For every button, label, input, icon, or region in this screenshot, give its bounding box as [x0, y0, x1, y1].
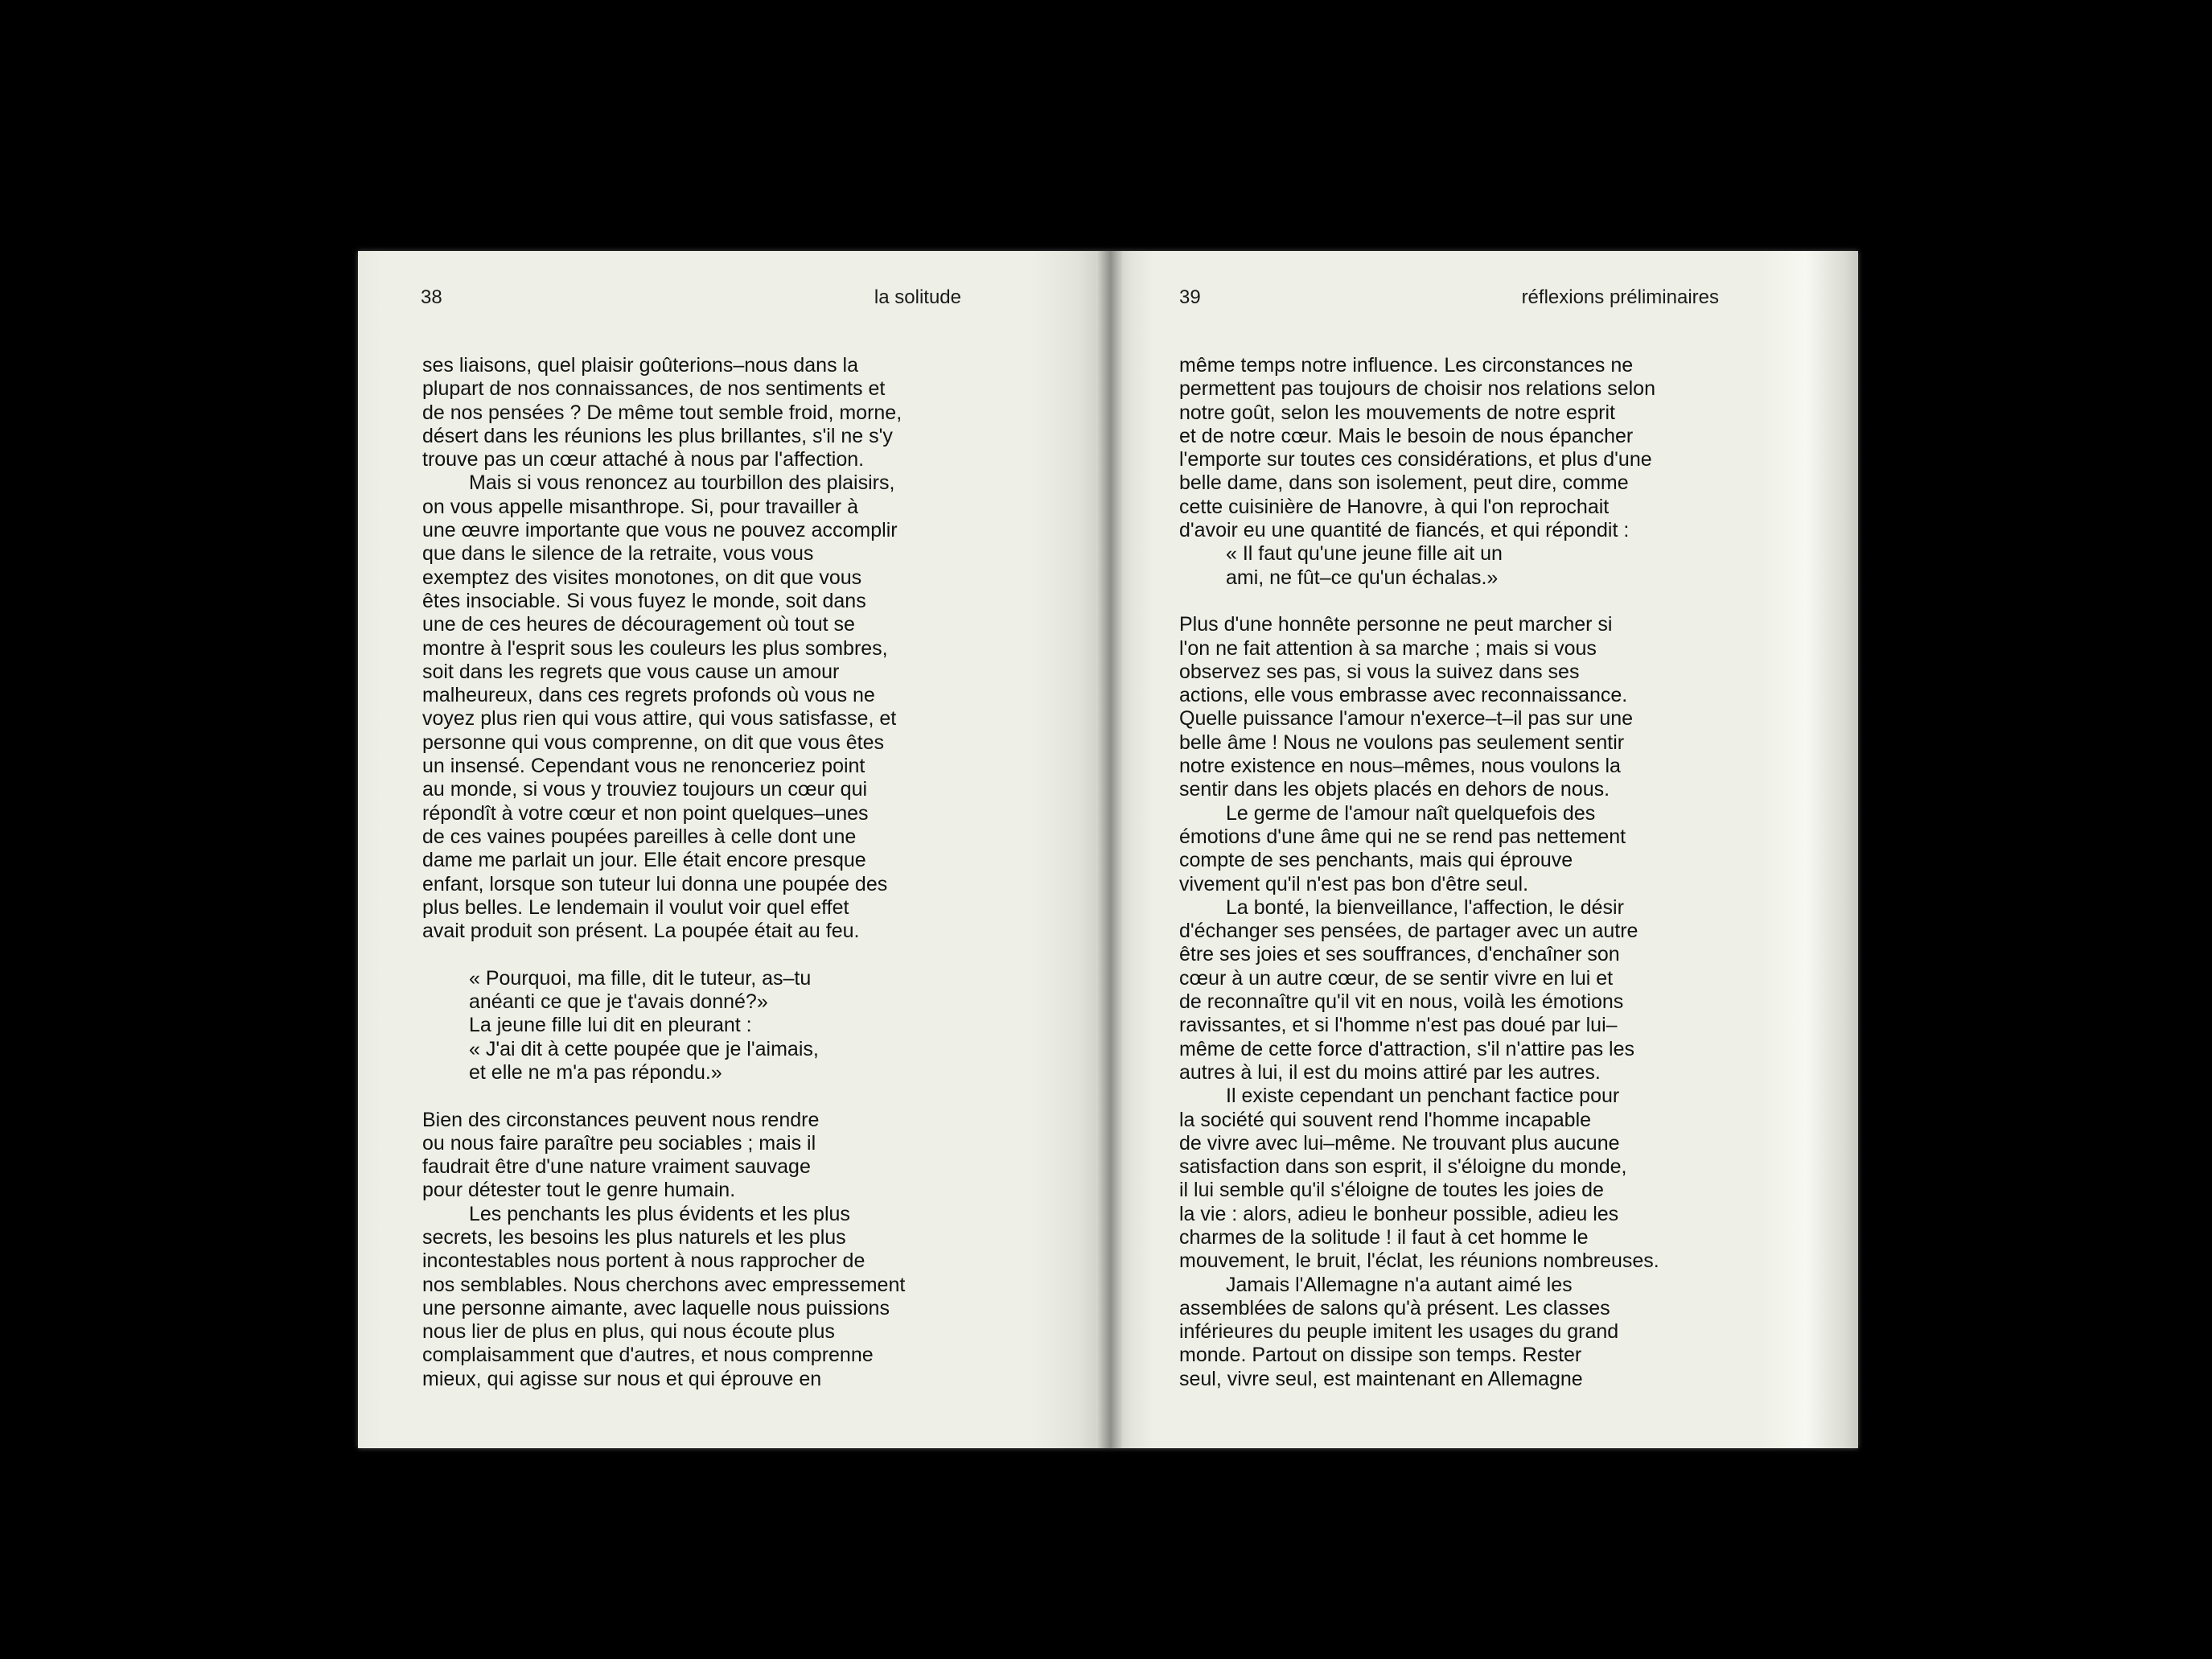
quote-line: et elle ne m'a pas répondu.» [469, 1060, 722, 1084]
text-line: ou nous faire paraître peu sociables ; mais il [422, 1131, 816, 1155]
text-line: voyez plus rien qui vous attire, qui vous satisfasse, et [422, 707, 897, 731]
text-line: nos semblables. Nous cherchons avec empressement [422, 1273, 906, 1296]
text-line: une de ces heures de découragement où tout se [422, 613, 855, 636]
text-line: seul, vivre seul, est maintenant en Allemagne [1179, 1367, 1583, 1390]
text-line: un insensé. Cependant vous ne renonceriez point [422, 755, 865, 778]
text-line: l'on ne fait attention à sa marche ; mais si vous [1179, 636, 1597, 660]
text-line: actions, elle vous embrasse avec reconnaissance. [1179, 684, 1628, 707]
text-line: soit dans les regrets que vous cause un amour [422, 660, 840, 683]
text-line: que dans le silence de la retraite, vous vous [422, 542, 814, 566]
text-line: être ses joies et ses souffrances, d'enchaîner son [1179, 943, 1620, 966]
text-line: observez ses pas, si vous la suivez dans ses [1179, 660, 1580, 683]
right-page-body [1179, 354, 1659, 1391]
text-line: désert dans les réunions les plus brillantes, s'il ne s'y [422, 424, 893, 447]
text-line: secrets, les besoins les plus naturels et les plus [422, 1225, 846, 1249]
text-line: sentir dans les objets placés en dehors de nous. [1179, 778, 1610, 801]
text-line: même de cette force d'attraction, s'il n'attire pas les [1179, 1037, 1634, 1060]
text-line: de reconnaître qu'il vit en nous, voilà les émotions [1179, 990, 1624, 1014]
running-head: la solitude [874, 286, 961, 308]
text-line: d'avoir eu une quantité de fiancés, et qui répondit : [1179, 519, 1630, 542]
text-line: êtes insociable. Si vous fuyez le monde, soit dans [422, 589, 866, 612]
text-line: permettent pas toujours de choisir nos relations selon [1179, 377, 1655, 401]
text-line: répondît à votre cœur et non point quelques–unes [422, 801, 869, 825]
text-line: il lui semble qu'il s'éloigne de toutes les joies de [1179, 1179, 1604, 1202]
text-line: Plus d'une honnête personne ne peut marcher si [1179, 613, 1613, 636]
text-line: Le germe de l'amour naît quelquefois des [1226, 801, 1596, 825]
text-line: ses liaisons, quel plaisir goûterions–nous dans la [422, 354, 858, 377]
right-page [1108, 251, 1858, 1448]
text-line: une œuvre importante que vous ne pouvez accomplir [422, 519, 898, 542]
text-line: de nos pensées ? De même tout semble froid, morne, [422, 401, 902, 424]
blank-line [422, 1085, 905, 1108]
text-line: Les penchants les plus évidents et les plus [469, 1202, 850, 1225]
quote-line: La jeune fille lui dit en pleurant : [469, 1014, 752, 1037]
quote-line: « Pourquoi, ma fille, dit le tuteur, as–tu [469, 966, 812, 990]
text-line: mieux, qui agisse sur nous et qui éprouve en [422, 1367, 822, 1390]
text-line: de ces vaines poupées pareilles à celle dont une [422, 825, 857, 848]
text-line: la société qui souvent rend l'homme incapable [1179, 1108, 1592, 1131]
left-page-body [422, 354, 905, 1391]
text-line: autres à lui, il est du moins attiré par les autres. [1179, 1060, 1601, 1084]
quote-line: « Il faut qu'une jeune fille ait un [1226, 542, 1503, 566]
text-line: inférieures du peuple imitent les usages du grand [1179, 1320, 1619, 1344]
text-line: Bien des circonstances peuvent nous rendre [422, 1108, 820, 1131]
text-line: mouvement, le bruit, l'éclat, les réunions nombreuses. [1179, 1249, 1659, 1273]
text-line: faudrait être d'une nature vraiment sauvage [422, 1155, 811, 1179]
text-line: plus belles. Le lendemain il voulut voir quel effet [422, 895, 849, 919]
blank-line [1179, 590, 1659, 613]
text-line: de vivre avec lui–même. Ne trouvant plus aucune [1179, 1131, 1620, 1155]
quote-line: anéanti ce que je t'avais donné?» [469, 990, 768, 1014]
text-line: pour détester tout le genre humain. [422, 1179, 736, 1202]
text-line: dame me parlait un jour. Elle était encore presque [422, 849, 866, 872]
text-line: Mais si vous renoncez au tourbillon des plaisirs, [469, 471, 895, 495]
text-line: Quelle puissance l'amour n'exerce–t–il pas sur une [1179, 707, 1634, 731]
left-page-header [421, 286, 961, 309]
text-line: trouve pas un cœur attaché à nous par l'affection. [422, 448, 865, 471]
text-line: plupart de nos connaissances, de nos sentiments et [422, 377, 886, 401]
text-line: émotions d'une âme qui ne se rend pas nettement [1179, 825, 1626, 848]
text-line: montre à l'esprit sous les couleurs les plus sombres, [422, 636, 888, 660]
left-page [358, 251, 1108, 1448]
text-line: d'échanger ses pensées, de partager avec un autre [1179, 920, 1638, 943]
text-line: Il existe cependant un penchant factice pour [1226, 1085, 1620, 1108]
open-book [358, 251, 1858, 1448]
text-line: satisfaction dans son esprit, il s'éloigne du monde, [1179, 1155, 1627, 1179]
text-line: La bonté, la bienveillance, l'affection, le désir [1226, 895, 1624, 919]
text-line: cœur à un autre cœur, de se sentir vivre en lui et [1179, 966, 1614, 990]
right-page-header [1179, 286, 1719, 309]
running-head: réflexions préliminaires [1521, 286, 1719, 308]
text-line: nous lier de plus en plus, qui nous écoute plus [422, 1320, 835, 1344]
page-number: 38 [421, 286, 442, 308]
quote-line: « J'ai dit à cette poupée que je l'aimais, [469, 1037, 819, 1060]
text-line: assemblées de salons qu'à présent. Les classes [1179, 1296, 1610, 1319]
text-line: malheureux, dans ces regrets profonds où vous ne [422, 684, 875, 707]
text-line: complaisamment que d'autres, et nous comprenne [422, 1344, 874, 1367]
text-line: la vie : alors, adieu le bonheur possible, adieu les [1179, 1202, 1619, 1225]
blank-line [422, 943, 905, 966]
text-line: enfant, lorsque son tuteur lui donna une poupée des [422, 872, 888, 895]
text-line: même temps notre influence. Les circonstances ne [1179, 354, 1634, 377]
text-line: monde. Partout on dissipe son temps. Rester [1179, 1344, 1582, 1367]
text-line: charmes de la solitude ! il faut à cet homme le [1179, 1225, 1589, 1249]
text-line: cette cuisinière de Hanovre, à qui l'on reprochait [1179, 495, 1610, 518]
quote-line: ami, ne fût–ce qu'un échalas.» [1226, 566, 1499, 589]
text-line: vivement qu'il n'est pas bon d'être seul. [1179, 872, 1529, 895]
text-line: belle dame, dans son isolement, peut dire, comme [1179, 471, 1629, 495]
text-line: on vous appelle misanthrope. Si, pour travailler à [422, 495, 858, 518]
text-line: une personne aimante, avec laquelle nous puissions [422, 1296, 890, 1319]
text-line: notre goût, selon les mouvements de notre esprit [1179, 401, 1615, 424]
book-gutter [1096, 251, 1122, 1448]
text-line: compte de ses penchants, mais qui éprouve [1179, 849, 1573, 872]
text-line: belle âme ! Nous ne voulons pas seulement sentir [1179, 731, 1625, 754]
text-line: incontestables nous portent à nous rapprocher de [422, 1249, 865, 1273]
text-line: notre existence en nous–mêmes, nous voulons la [1179, 755, 1621, 778]
text-line: exemptez des visites monotones, on dit que vous [422, 566, 862, 589]
text-line: et de notre cœur. Mais le besoin de nous épancher [1179, 424, 1634, 447]
text-line: ravissantes, et si l'homme n'est pas doué par lui– [1179, 1014, 1618, 1037]
text-line: personne qui vous comprenne, on dit que vous êtes [422, 731, 884, 754]
text-line: l'emporte sur toutes ces considérations, et plus d'une [1179, 448, 1652, 471]
text-line: Jamais l'Allemagne n'a autant aimé les [1226, 1273, 1573, 1296]
text-line: avait produit son présent. La poupée était au feu. [422, 920, 860, 943]
page-number: 39 [1179, 286, 1201, 308]
text-line: au monde, si vous y trouviez toujours un cœur qui [422, 778, 868, 801]
